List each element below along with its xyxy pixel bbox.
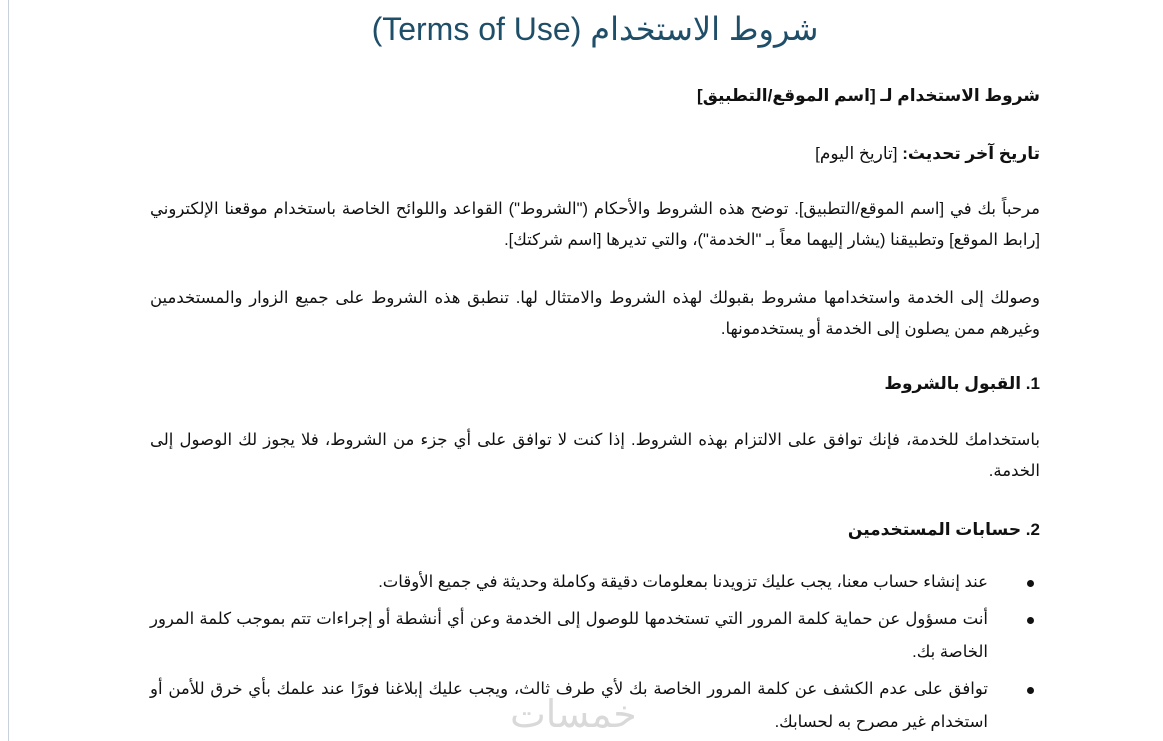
list-item: عند إنشاء حساب معنا، يجب عليك تزويدنا بمعلومات دقيقة وكاملة وحديثة في جميع الأوقات. [150,566,1040,599]
list-item: توافق على عدم الكشف عن كلمة المرور الخاصة بك لأي طرف ثالث، ويجب عليك إبلاغنا فورًا عند علمك بأي خرق للأمن أو استخدام غير مصرح به لحسابك. [150,673,1040,739]
intro-paragraph-1: مرحباً بك في [اسم الموقع/التطبيق]. توضح هذه الشروط والأحكام ("الشروط") القواعد واللوائح الخاصة باستخدام موقعنا الإلكتروني [رابط الموقع] وتطبيقنا (يشار إليهما معاً بـ "الخدمة")، والتي تديرها [اسم شركتك]. [150,200,1040,249]
last-updated [815,144,1040,164]
watermark-logo: خمسات [510,694,637,736]
section-text-acceptance: باستخدامك للخدمة، فإنك توافق على الالتزام بهذه الشروط. إذا كنت لا توافق على أي جزء من الشروط، فلا يجوز لك الوصول إلى الخدمة. [150,431,1040,480]
last-updated-value: [تاريخ اليوم] [815,144,898,163]
document-title: شروط الاستخدام (Terms of Use) [371,11,819,47]
last-updated-label: تاريخ آخر تحديث: [902,144,1040,163]
section-heading-accounts: 2. حسابات المستخدمين [847,520,1040,539]
page-edge-line [8,0,9,741]
intro-paragraph-2: وصولك إلى الخدمة واستخدامها مشروط بقبولك لهذه الشروط والامتثال لها. تنطبق هذه الشروط على جميع الزوار والمستخدمين وغيرهم ممن يصلون إلى الخدمة أو يستخدمونها. [150,289,1040,338]
section-heading-acceptance: 1. القبول بالشروط [884,374,1040,393]
list-item: أنت مسؤول عن حماية كلمة المرور التي تستخدمها للوصول إلى الخدمة وعن أي أنشطة أو إجراءات تتم بموجب كلمة المرور الخاصة بك. [150,603,1040,669]
document-heading: شروط الاستخدام لـ [اسم الموقع/التطبيق] [697,86,1040,105]
